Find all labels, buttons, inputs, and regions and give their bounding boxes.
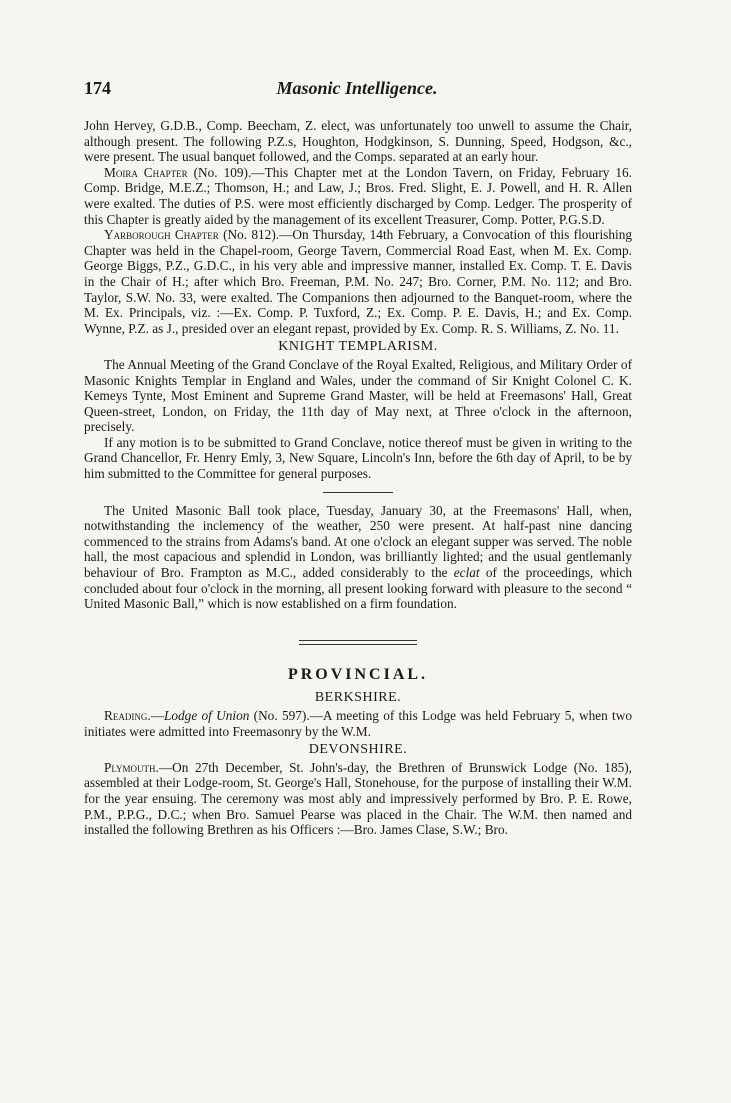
paragraph-plymouth: [84, 760, 632, 838]
devonshire-heading: DEVONSHIRE.: [308, 742, 408, 758]
ball-text-after: of the proceedings, which concluded about four o'clock in the morning, all present looking forward with pleasure to the second “ United Masonic Ball,” which is now established on a firm foundation.: [84, 565, 633, 612]
paragraph-moira-chapter: [84, 165, 632, 227]
yarborough-text: (No. 812).—On Thursday, 14th February, a Convocation of this flourishing Chapter was held in the Chapel-room, George Tavern, Commercial Road East, when M. Ex. Comp. George Biggs, P.Z., G.D.C., in his very able and impressive manner, installed Ex. Comp. T. E. Davis in the Chair of H.; after which Bro. Freeman, P.M. No. 247; Bro. Corner, P.M. No. 112; and Bro. Taylor, S.W. No. 33, were exalted. The Companions then adjourned to the Banquet-room, where the M. Ex. Principals, viz. :—Ex. Comp. P. Tuxford, Z.; Ex. Comp. P. E. Davis, H.; and Ex. Comp. Wynne, P.Z. as J., presided over an elegant repast, provided by Ex. Comp. R. S. Williams, Z. No. 11.: [84, 227, 632, 336]
page-body: [84, 118, 632, 838]
paragraph-motion-notice: If any motion is to be submitted to Grand Conclave, notice thereof must be given in writing to the Grand Chancellor, Fr. Henry Emly, 3, New Square, Lincoln's Inn, before the 6th day of April, to be by him submitted to the Committee for general purposes.: [84, 434, 632, 482]
section-divider: [323, 492, 393, 493]
berkshire-heading: BERKSHIRE.: [314, 690, 402, 706]
yarborough-lead: Yarborough Chapter: [104, 227, 219, 243]
plymouth-lead: Plymouth.: [104, 759, 159, 775]
moira-lead: Moira Chapter: [104, 164, 188, 180]
running-title: Masonic Intelligence.: [276, 78, 438, 98]
paragraph-masonic-ball: [84, 503, 632, 612]
paragraph-hervey: John Hervey, G.D.B., Comp. Beecham, Z. elect, was unfortunately too unwell to assume the Chair, although present. The following P.Z.s, Houghton, Hodgkinson, S. Dunning, Speed, Hodgson, &c., were present. The usual banquet followed, and the Comps. separated at an early hour.: [84, 118, 632, 165]
ball-text-italic: eclat: [453, 565, 480, 581]
double-rule-divider: [299, 640, 417, 645]
paragraph-yarborough-chapter: [84, 227, 632, 336]
ball-text-before: The United Masonic Ball took place, Tuesday, January 30, at the Freemasons' Hall, when, notwithstanding the inclemency of the weather, 250 were present. At half-past nine dancing commenced to the strains from Adams's band. At one o'clock an elegant supper was served. The noble hall, the most capacious and splendid in London, was brilliantly lighted; and the usual gentlemanly behaviour of Bro. Frampton as M.C., added considerably to the: [84, 502, 632, 581]
plymouth-text: —On 27th December, St. John's-day, the Brethren of Brunswick Lodge (No. 185), assembled at their Lodge-room, St. George's Hall, Stonehouse, for the purpose of installing their W.M. for the year ensuing. The ceremony was most ably and impressively performed by Bro. P. E. Rowe, P.M., P.P.G., D.C.; when Bro. Samuel Pearse was placed in the Chair. The W.M. then named and installed the following Brethren as his Officers :—Bro. James Clase, S.W.; Bro.: [84, 759, 632, 838]
provincial-heading: PROVINCIAL.: [287, 665, 429, 683]
page-number: 174: [84, 78, 111, 98]
knight-templarism-heading: KNIGHT TEMPLARISM.: [278, 339, 438, 355]
paragraph-reading: [84, 708, 632, 739]
moira-text: (No. 109).—This Chapter met at the London Tavern, on Friday, February 16. Comp. Bridge, M.E.Z.; Thomson, H.; and Law, J.; Bros. Fred. Slight, E. J. Powell, and H. R. Allen were exalted. The duties of P.S. were most efficiently discharged by Comp. Ledger. The prosperity of this Chapter is greatly aided by the management of its excellent Treasurer, Comp. Potter, P.G.S.D.: [84, 164, 632, 227]
reading-dash: —: [150, 708, 164, 723]
reading-lead: Reading.: [104, 708, 151, 723]
reading-text: (No. 597).—A meeting of this Lodge was held February 5, when two initiates were admitted into Freemasonry by the W.M.: [84, 708, 632, 739]
paragraph-annual-meeting: The Annual Meeting of the Grand Conclave of the Royal Exalted, Religious, and Military Order of Masonic Knights Templar in England and Wales, under the command of Sir Knight Colonel C. K. Kemeys Tynte, Most Eminent and Supreme Grand Master, will be held at Freemasons' Hall, Great Queen-street, London, on Friday, the 11th day of May next, at Three o'clock in the afternoon, precisely.: [84, 356, 632, 435]
page-header: [84, 78, 630, 102]
reading-lodge-name: Lodge of Union: [163, 708, 250, 723]
